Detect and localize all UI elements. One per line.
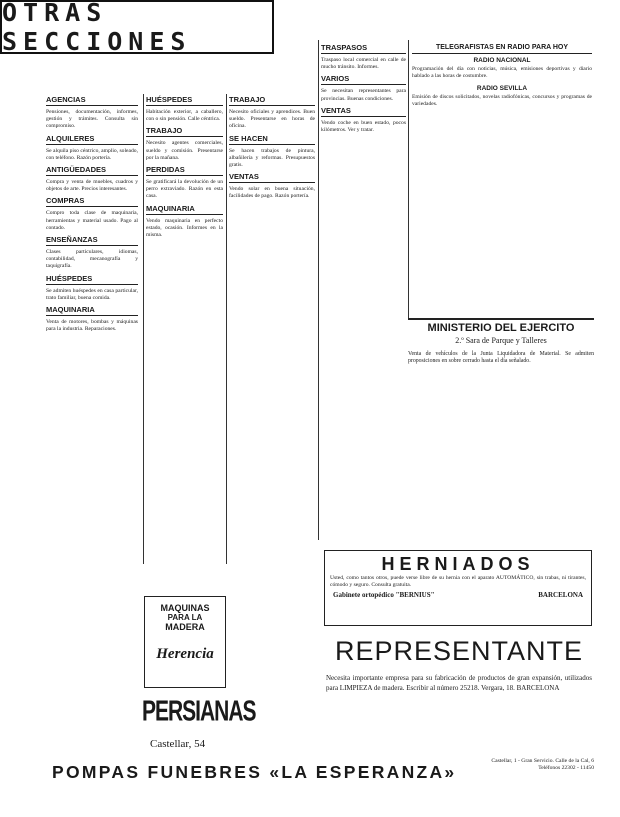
classified-ad: Vendo solar en buena situación, facilidades de pago. Razón portería. <box>229 186 315 200</box>
funeral-home-banner: POMPAS FUNEBRES «LA ESPERANZA» <box>52 762 457 782</box>
section-heading: HUÉSPEDES <box>146 95 223 106</box>
section-heading: VENTAS <box>229 172 315 183</box>
herniados-advert <box>324 550 592 626</box>
classified-ad: Necesito oficiales y aprendices. Buen sueldo. Presentarse en horas de oficina. <box>229 109 315 130</box>
column-rule <box>408 40 409 320</box>
classified-ad: Clases particulares, idiomas, contabilidad, mecanografía y taquigrafía. <box>46 249 138 270</box>
classified-ad: Necesito agentes comerciales, sueldo y comisión. Presentarse por la mañana. <box>146 140 223 161</box>
classified-column-4 <box>321 40 406 550</box>
representante-text: Necesita importante empresa para su fabricación de productos de gran expansión, utilizados para LIMPIEZA de madera. Escribir al número 25218. Vergara, 18. BARCELONA <box>326 674 592 692</box>
section-heading: PERDIDAS <box>146 165 223 176</box>
section-heading: TRASPASOS <box>321 43 406 54</box>
column-rule <box>143 94 144 564</box>
section-heading: VENTAS <box>321 106 406 117</box>
persianas-advert-title: PERSIANAS <box>142 696 256 728</box>
classified-ad: Vendo maquinaria en perfecto estado, ocasión. Informes en la misma. <box>146 217 223 239</box>
notice-text: Venta de vehículos de la Junta Liquidadora de Material. Se admiten proposiciones en sobre cerrado hasta el día señalado. <box>408 351 594 365</box>
classified-ad: Habitación exterior, a caballero, con o sin pensión. Calle céntrica. <box>146 109 223 123</box>
classified-column-2 <box>146 92 223 592</box>
persianas-advert-address: Castellar, 54 <box>150 738 206 750</box>
section-heading: ALQUILERES <box>46 134 138 145</box>
section-heading: AGENCIAS <box>46 95 138 106</box>
classified-ad: Se gratificará la devolución de un perro extraviado. Razón en esta casa. <box>146 179 223 200</box>
divider <box>408 318 594 320</box>
section-heading: TRABAJO <box>229 95 315 106</box>
advert-line: MADERA <box>165 622 205 632</box>
notice-title: MINISTERIO DEL EJERCITO <box>427 322 575 334</box>
classified-column-1 <box>46 92 138 562</box>
classified-ad: Se hacen trabajos de pintura, albañilería y reformas. Presupuestos gratis. <box>229 147 315 169</box>
column-rule <box>226 94 227 564</box>
page-title: OTRAS SECCIONES <box>0 0 274 54</box>
section-heading: HUÉSPEDES <box>46 274 138 285</box>
brand-name: Herencia <box>156 646 214 662</box>
classified-column-3 <box>229 92 315 557</box>
advert-line: MAQUINAS <box>160 603 210 613</box>
section-heading: TELEGRAFISTAS EN RADIO PARA HOY <box>412 43 592 54</box>
classified-ad: Traspaso local comercial en calle de mucho tránsito. Informes. <box>321 57 406 71</box>
advert-text: Usted, como tantos otros, puede verse libre de su hernia con el aparato AUTOMÁTICO, sin trabas, ni tirantes, cómodo y seguro. Consulta gratuita. <box>330 575 586 588</box>
advert-title: HERNIADOS <box>381 554 535 574</box>
notice-subtitle: 2.º Sara de Parque y Talleres <box>455 336 547 345</box>
classified-ad: Se necesitan representantes para provincias. Buenas condiciones. <box>321 88 406 102</box>
classified-ad: Vendo coche en buen estado, pocos kilómetros. Ver y tratar. <box>321 119 406 134</box>
radio-station: RADIO SEVILLA <box>476 84 528 92</box>
radio-program: Programación del día con noticias, música, emisiones deportivas y diario hablado a las horas de costumbre. <box>412 66 592 80</box>
maquinas-advert <box>144 596 226 688</box>
funeral-home-address: Castellar, 1 - Gran Servicio. Calle de la Cal, 6 Teléfonos 22302 - 11450 <box>491 758 594 771</box>
section-heading: COMPRAS <box>46 196 138 207</box>
section-heading: ENSEÑANZAS <box>46 235 138 246</box>
radio-column <box>412 40 592 318</box>
section-heading: MAQUINARIA <box>146 204 223 215</box>
classified-ad: Compro toda clase de maquinaria, herramientas y material usado. Pago al contado. <box>46 210 138 231</box>
classified-ad: Se alquila piso céntrico, amplio, soleado, con teléfono. Razón portería. <box>46 147 138 161</box>
classified-ad: Pensiones, documentación, informes, gestión y trámites. Consulta sin compromiso. <box>46 109 138 130</box>
column-rule <box>318 40 319 540</box>
section-heading: VARIOS <box>321 74 406 85</box>
advert-line: PARA LA <box>167 613 203 622</box>
classified-ad: Venta de motores, bombas y máquinas para la industria. Reparaciones. <box>46 319 138 333</box>
section-heading: TRABAJO <box>146 126 223 137</box>
ministerio-notice <box>408 318 594 548</box>
section-heading: ANTIGÜEDADES <box>46 165 138 176</box>
classified-ad: Compra y venta de muebles, cuadros y objetos de arte. Precios interesantes. <box>46 179 138 193</box>
firm-city: BARCELONA <box>538 591 583 599</box>
radio-station: RADIO NACIONAL <box>473 57 531 64</box>
radio-program: Emisión de discos solicitados, novelas radiofónicas, concursos y programas de variedades. <box>412 93 592 108</box>
classified-ad: Se admiten huéspedes en casa particular, trato familiar, buena comida. <box>46 287 138 301</box>
representante-title: REPRESENTANTE <box>334 636 584 666</box>
firm-name: Gabinete ortopédico "BERNIUS" <box>333 591 435 599</box>
section-heading: SE HACEN <box>229 134 315 145</box>
section-heading: MAQUINARIA <box>46 305 138 316</box>
